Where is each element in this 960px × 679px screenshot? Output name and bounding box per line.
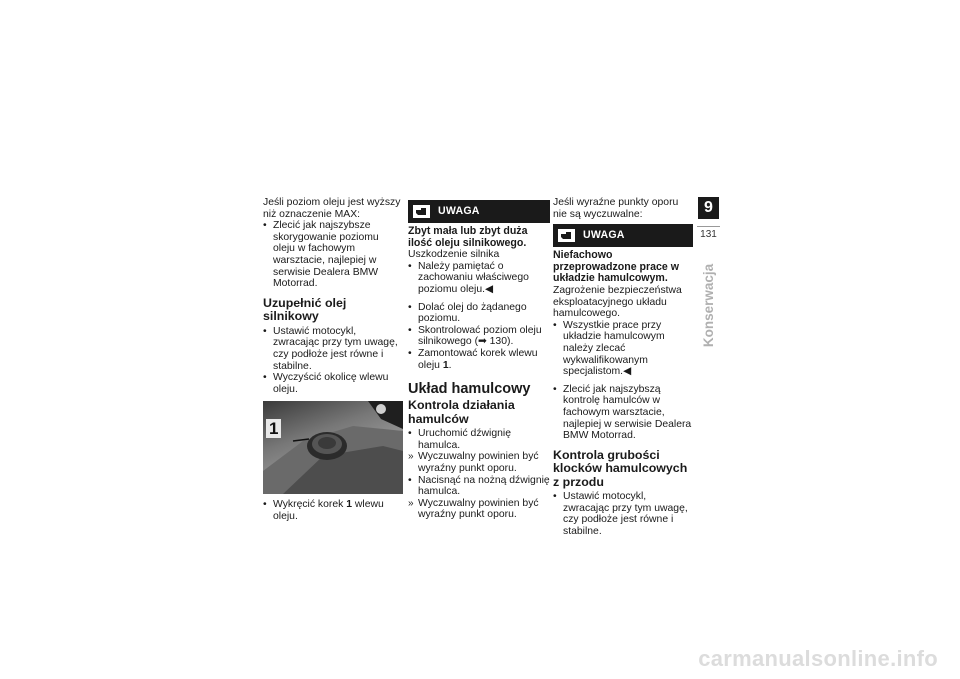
end-of-warning-icon: ◀ bbox=[485, 283, 494, 295]
warning-hand-icon bbox=[413, 205, 430, 218]
oil-filler-photo bbox=[263, 401, 403, 494]
list-item: • Uruchomić dźwignię hamulca. bbox=[408, 428, 550, 451]
list-refill bbox=[408, 302, 550, 372]
warning-hand-icon bbox=[558, 229, 575, 242]
list-item: • Ustawić motocykl, zwracając przy tym uwagę, czy podłoże jest równe i stabilne. bbox=[553, 491, 693, 537]
list-item: • Wszystkie prace przy układzie hamulcowym należy zlecać wykwalifikowanym specjalistom.◀ bbox=[553, 320, 693, 378]
engine-illustration bbox=[263, 401, 403, 494]
list-item: • Dolać olej do żądanego poziomu. bbox=[408, 302, 550, 325]
result-item: » Wyczuwalny powinien być wyraźny punkt oporu. bbox=[408, 498, 550, 521]
chapter-number-tab: 9 bbox=[698, 197, 719, 219]
warning-subtitle: Zagrożenie bezpieczeństwa eksploatacyjnego układu hamulcowego. bbox=[553, 284, 682, 320]
list-item: • Zlecić jak najszybsze skorygowanie poziomu oleju w fachowym warsztacie, najlepiej w serwisie Dealera BMW Motorrad. bbox=[263, 220, 403, 290]
list-warning bbox=[553, 320, 693, 378]
list-item: • Zamontować korek wlewu oleju 1. bbox=[408, 348, 550, 371]
warning-subtitle: Uszkodzenie silnika bbox=[408, 249, 500, 261]
warning-title: Zbyt mała lub zbyt duża ilość oleju silnikowego. bbox=[408, 225, 528, 249]
list-warning bbox=[408, 261, 550, 296]
chapter-name-vertical bbox=[679, 263, 739, 347]
warning-banner bbox=[553, 224, 693, 247]
figure-callout-1: 1 bbox=[266, 419, 281, 438]
column-2 bbox=[408, 200, 550, 521]
heading-front-pad-thickness: Kontrola grubości klocków hamulcowych z przodu bbox=[553, 447, 688, 489]
list-pad-check bbox=[553, 491, 693, 537]
column-3 bbox=[553, 197, 693, 538]
result-item: » Wyczuwalny powinien być wyraźny punkt oporu. bbox=[408, 451, 550, 474]
paragraph-no-resistance: Jeśli wyraźne punkty oporu nie są wyczuwalne: bbox=[553, 197, 679, 220]
list-item: • Zlecić jak najszybszą kontrolę hamulców w fachowym warsztacie, najlepiej w serwisie Dealera BMW Motorrad. bbox=[553, 384, 693, 442]
list-oil-high bbox=[263, 220, 403, 290]
list-item: • Skontrolować poziom oleju silnikowego (➡ 130). bbox=[408, 325, 550, 348]
warning-label: UWAGA bbox=[583, 228, 625, 241]
list-brake-service bbox=[553, 384, 693, 442]
list-item: • Nacisnąć na nożną dźwignię hamulca. bbox=[408, 475, 550, 498]
list-top-up bbox=[263, 326, 403, 396]
warning-banner bbox=[408, 200, 550, 223]
list-item: • Wyczyścić okolicę wlewu oleju. bbox=[263, 372, 403, 395]
chapter-name-text: Konserwacja bbox=[701, 263, 717, 347]
list-brake-check bbox=[408, 428, 550, 521]
heading-brake-function-check: Kontrola działania hamulców bbox=[408, 398, 515, 426]
list-item: • Ustawić motocykl, zwracając przy tym uwagę, czy podłoże jest równe i stabilne. bbox=[263, 326, 403, 372]
warning-title: Niefachowo przeprowadzone prace w układzie hamulcowym. bbox=[553, 249, 679, 285]
end-of-warning-icon: ◀ bbox=[623, 366, 632, 378]
column-1 bbox=[263, 197, 403, 523]
paragraph-oil-high: Jeśli poziom oleju jest wyższy niż oznaczenie MAX: bbox=[263, 197, 401, 220]
list-item: • Należy pamiętać o zachowaniu właściwego poziomu oleju.◀ bbox=[408, 261, 550, 296]
heading-brake-system: Układ hamulcowy bbox=[408, 381, 531, 398]
list-item: • Wykręcić korek 1 wlewu oleju. bbox=[263, 499, 403, 522]
watermark: carmanualsonline.info bbox=[698, 646, 938, 671]
warning-label: UWAGA bbox=[438, 204, 480, 217]
heading-top-up-oil: Uzupełnić olej silnikowy bbox=[263, 295, 347, 324]
page-number: 131 bbox=[697, 226, 720, 240]
list-unscrew bbox=[263, 499, 403, 522]
